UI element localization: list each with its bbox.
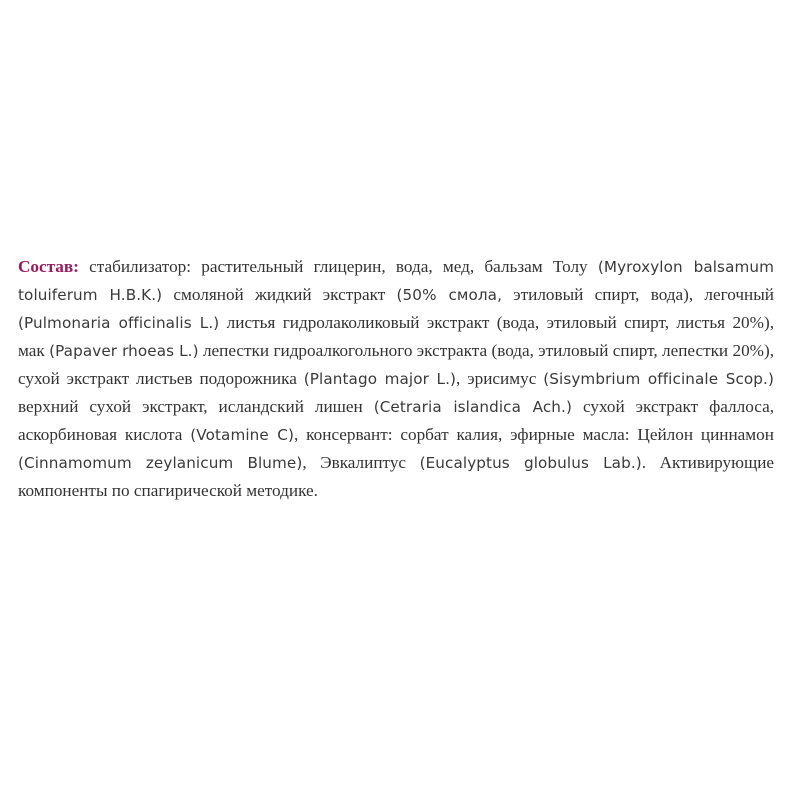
- latin-name-plantago: (Plantago major L.): [303, 370, 457, 389]
- composition-text-10: , Эвкалиптус: [302, 453, 420, 473]
- latin-name-cinnamomum: (Cinnamomum zeylanicum Blume): [18, 454, 303, 473]
- composition-text-6: , эрисимус: [456, 369, 544, 389]
- composition-text-11: . Активирующие компоненты по спагирической методике.: [18, 453, 775, 501]
- composition-label: Состав:: [18, 257, 79, 277]
- latin-name-papaver: (Papaver rhoeas L.): [49, 342, 199, 361]
- latin-name-votamine: (Votamine C): [190, 426, 295, 445]
- latin-name-myroxylon: (Myroxylon balsamum toluiferum H.B.K.): [18, 258, 774, 305]
- resin-percent: (50% смола,: [396, 286, 502, 305]
- latin-name-pulmonaria: (Pulmonaria officinalis L.): [18, 314, 220, 333]
- composition-text-4: листья гидролаколиковый экстракт (вода, этиловый спирт, листья 20%), мак: [18, 313, 774, 361]
- composition-text-2: смоляной жидкий экстракт: [162, 285, 397, 305]
- composition-text-3: этиловый спирт, вода), легочный: [502, 285, 774, 305]
- composition-paragraph: [18, 253, 774, 504]
- composition-text-1: стабилизатор: растительный глицерин, вода, мед, бальзам Толу: [89, 257, 598, 277]
- latin-name-sisymbrium: (Sisymbrium officinale Scop.): [543, 370, 774, 389]
- composition-text-8: сухой экстракт фаллоса, аскорбиновая кислота: [18, 397, 774, 445]
- composition-text-9: , консервант: сорбат калия, эфирные масла: Цейлон циннамон: [294, 425, 774, 445]
- latin-name-cetraria: (Cetraria islandica Ach.): [373, 398, 572, 417]
- composition-text-5: лепестки гидроалкогольного экстракта (вода, этиловый спирт, лепестки 20%), сухой экстракт листьев подорожника: [18, 341, 774, 389]
- composition-text-7: верхний сухой экстракт, исландский лишен: [18, 397, 374, 417]
- latin-name-eucalyptus: (Eucalyptus globulus Lab.): [419, 454, 642, 473]
